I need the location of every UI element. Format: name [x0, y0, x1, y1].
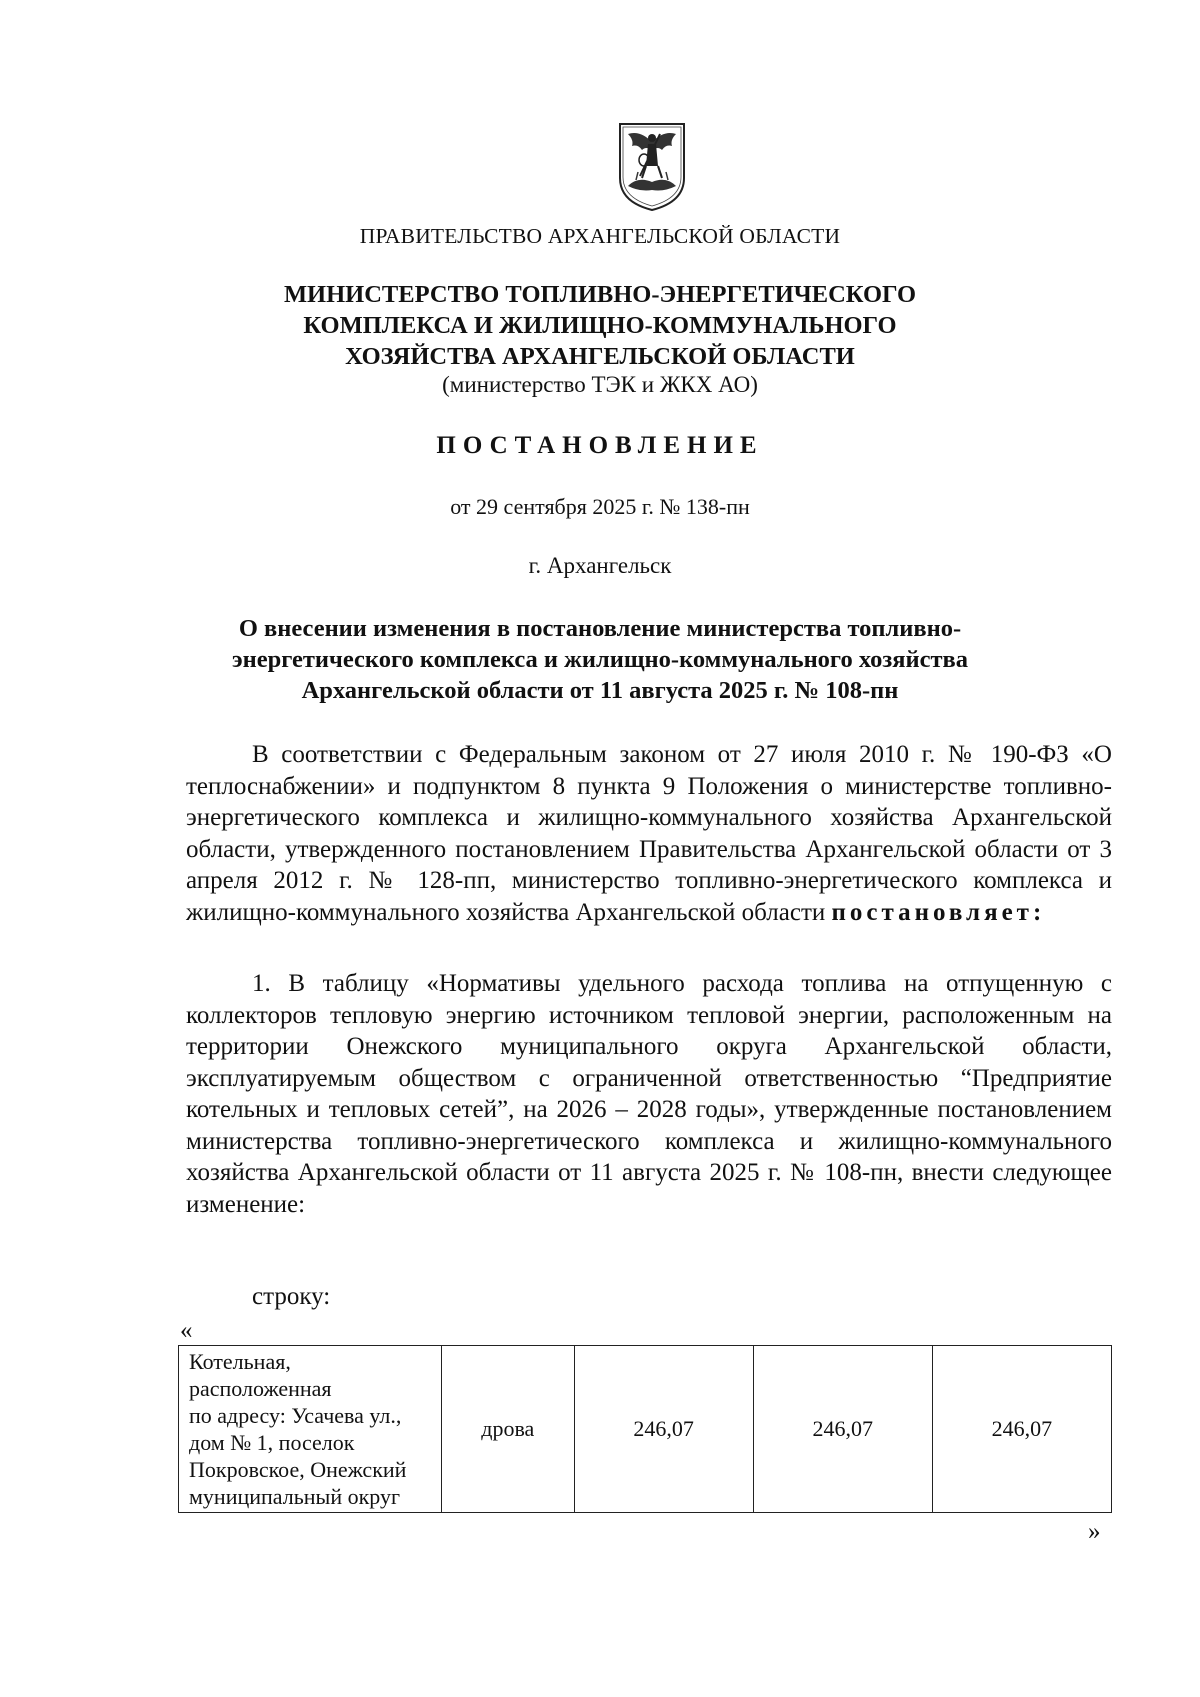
boiler-object-line: Покровское, Онежский [189, 1457, 407, 1482]
boiler-object-line: по адресу: Усачева ул., [189, 1403, 402, 1428]
norm-value-cell: 246,07 [932, 1346, 1111, 1513]
decree-subject-line: О внесении изменения в постановление министерства топливно- [238, 615, 962, 642]
ministry-title-line: ХОЗЯЙСТВА АРХАНГЕЛЬСКОЙ ОБЛАСТИ [345, 343, 855, 370]
ministry-short-name: (министерство ТЭК и ЖКХ АО) [442, 372, 758, 397]
clause-1-text: 1. В таблицу «Нормативы удельного расхода топлива на отпущенную с коллекторов тепловую энергию источником тепловой энергии, расположенным на территории Онежского муниципального округа Архангельской области, эксплуатируемым обществом с ограниченной ответственностью “Предприятие котельных и тепловых сетей”, на 2026 – 2028 годы», утвержденные постановлением министерства топливно-энергетического комплекса и жилищно-коммунального хозяйства Архангельской области от 11 августа 2025 г. № 108-пн, внести следующее изменение: [186, 970, 1112, 1218]
decree-subject-line: энергетического комплекса и жилищно-коммунального хозяйства [232, 646, 968, 673]
norm-value-cell: 246,07 [574, 1346, 753, 1513]
decree-date-number: от 29 сентября 2025 г. № 138-пн [450, 494, 750, 519]
archangel-coat-of-arms-icon [614, 120, 690, 212]
clause-1-paragraph [186, 968, 1112, 1220]
amendment-table [178, 1345, 1112, 1513]
boiler-object-line: Котельная, [189, 1349, 291, 1374]
government-title: ПРАВИТЕЛЬСТВО АРХАНГЕЛЬСКОЙ ОБЛАСТИ [359, 224, 841, 248]
preamble-text: В соответствии с Федеральным законом от 27 июля 2010 г. № 190-ФЗ «О теплоснабжении» и подпунктом 8 пункта 9 Положения о министерстве топливно-энергетического комплекса и жилищно-коммунального хозяйства Архангельской области, утвержденного постановлением Правительства Архангельской области от 3 апреля 2012 г. № 128-пп, министерство топливно-энергетического комплекса и жилищно-коммунального хозяйства Архангельской области [186, 741, 1112, 926]
boiler-object-line: дом № 1, поселок [189, 1430, 355, 1455]
boiler-object-cell [179, 1346, 442, 1513]
boiler-object-line: расположенная [189, 1376, 332, 1401]
decree-verb: постановляет [831, 898, 1033, 926]
boiler-object-line: муниципальный округ [189, 1484, 401, 1509]
row-label: строку: [252, 1283, 331, 1310]
closing-quote: » [1088, 1518, 1101, 1545]
decree-type-heading: ПОСТАНОВЛЕНИЕ [436, 432, 764, 459]
norm-value-cell: 246,07 [753, 1346, 932, 1513]
fuel-type-cell: дрова [442, 1346, 575, 1513]
ministry-title [0, 279, 1200, 372]
ministry-title-line: МИНИСТЕРСТВО ТОПЛИВНО-ЭНЕРГЕТИЧЕСКОГО [283, 281, 917, 308]
decree-verb-colon: : [1032, 898, 1042, 926]
decree-subject [0, 613, 1200, 706]
preamble-paragraph [186, 739, 1112, 928]
opening-quote: « [180, 1317, 193, 1344]
decree-city: г. Архангельск [528, 553, 672, 578]
table-row [179, 1346, 1112, 1513]
decree-subject-line: Архангельской области от 11 августа 2025 г. № 108-пн [301, 677, 899, 704]
ministry-title-line: КОМПЛЕКСА И ЖИЛИЩНО-КОММУНАЛЬНОГО [303, 312, 897, 339]
